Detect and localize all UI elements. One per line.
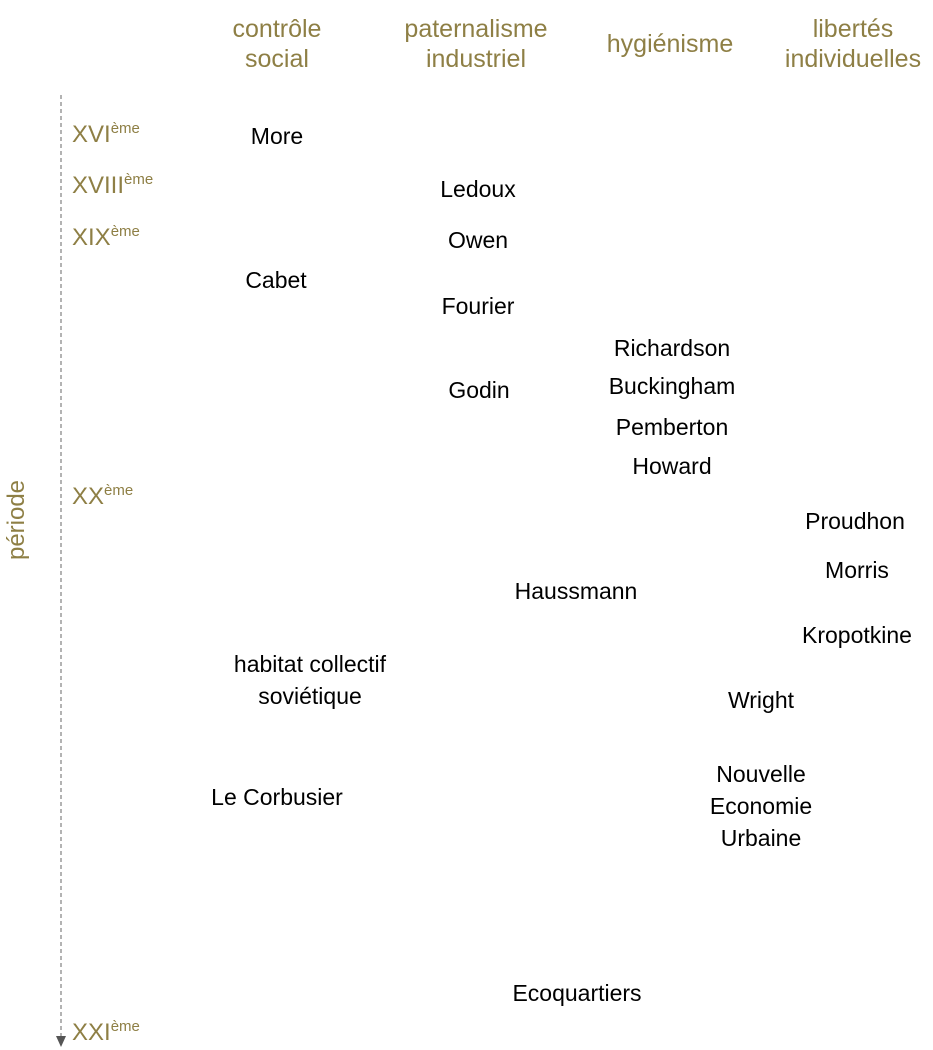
period-xviii-sup: ème bbox=[124, 171, 154, 188]
name-kropotkine: Kropotkine bbox=[802, 622, 912, 648]
name-habitat-collectif-sovietique: habitat collectif soviétique bbox=[233, 651, 387, 709]
period-xviii bbox=[72, 172, 153, 200]
name-ledoux: Ledoux bbox=[440, 176, 516, 202]
name-morris: Morris bbox=[825, 557, 889, 583]
name-nouvelle-economie-urbaine: Nouvelle Economie Urbaine bbox=[709, 761, 813, 851]
axis-label-periode: période bbox=[3, 479, 30, 561]
name-howard: Howard bbox=[632, 453, 712, 479]
header-hygienisme: hygiénisme bbox=[606, 30, 734, 58]
period-xviii-base: XVIII bbox=[72, 172, 125, 199]
name-ecoquartiers: Ecoquartiers bbox=[512, 980, 642, 1006]
period-xxi bbox=[72, 1019, 140, 1047]
period-xix-sup: ème bbox=[110, 223, 140, 240]
period-xx-sup: ème bbox=[104, 482, 134, 499]
period-xvi-sup: ème bbox=[110, 120, 140, 137]
name-cabet: Cabet bbox=[245, 267, 307, 293]
header-paternalisme-industriel: paternalisme industriel bbox=[404, 15, 548, 73]
period-xvi-base: XVI bbox=[72, 121, 111, 148]
name-godin: Godin bbox=[448, 377, 510, 403]
period-xix-base: XIX bbox=[72, 224, 111, 251]
period-xxi-base: XXI bbox=[72, 1019, 111, 1046]
name-richardson: Richardson bbox=[613, 335, 731, 361]
name-buckingham: Buckingham bbox=[608, 373, 736, 399]
name-owen: Owen bbox=[447, 227, 509, 253]
period-xix bbox=[72, 224, 140, 252]
header-controle-social: contrôle social bbox=[232, 15, 322, 73]
period-xx bbox=[72, 483, 133, 511]
period-xxi-sup: ème bbox=[110, 1018, 140, 1035]
name-proudhon: Proudhon bbox=[805, 508, 905, 534]
name-haussmann: Haussmann bbox=[514, 578, 638, 604]
period-xx-base: XX bbox=[72, 483, 105, 510]
name-pemberton: Pemberton bbox=[615, 414, 729, 440]
name-more: More bbox=[250, 123, 304, 149]
name-wright: Wright bbox=[727, 687, 795, 713]
arrow-down-icon bbox=[56, 1036, 66, 1047]
header-libertes-individuelles: libertés individuelles bbox=[784, 15, 922, 73]
name-le-corbusier: Le Corbusier bbox=[211, 784, 343, 810]
name-fourier: Fourier bbox=[441, 293, 515, 319]
